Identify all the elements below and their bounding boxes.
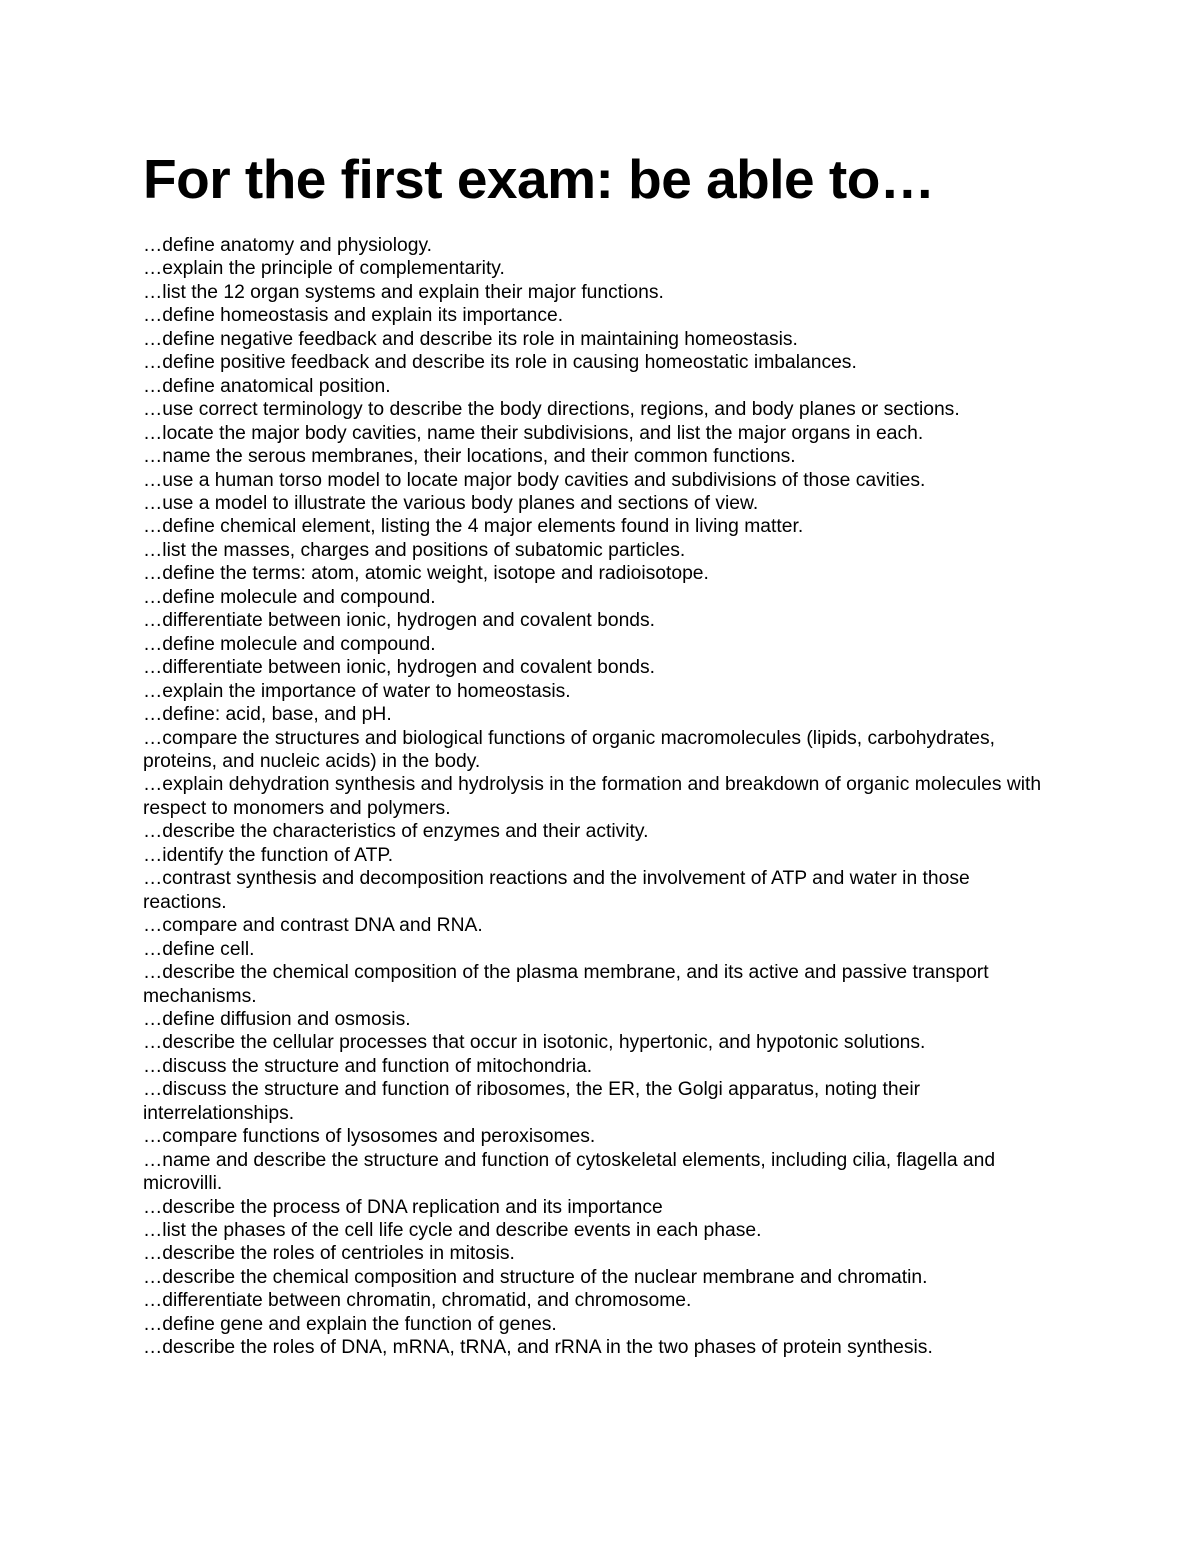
objective-item: …define anatomy and physiology.: [143, 235, 433, 256]
objective-item: …name and describe the structure and function of cytoskeletal elements, including cilia, flagella and microvilli.: [143, 1149, 996, 1195]
objective-item: …compare the structures and biological functions of organic macromolecules (lipids, carbohydrates, proteins, and nucleic acids) in the body.: [143, 727, 995, 772]
objective-item: …compare and contrast DNA and RNA.: [143, 915, 483, 937]
objective-item: …list the phases of the cell life cycle and describe events in each phase.: [143, 1220, 762, 1242]
objective-item: …describe the roles of DNA, mRNA, tRNA, and rRNA in the two phases of protein synthesis.: [143, 1337, 933, 1359]
objective-item: …explain the importance of water to homeostasis.: [143, 680, 571, 702]
objective-item: …discuss the structure and function of mitochondria.: [143, 1055, 593, 1077]
objective-item: …list the masses, charges and positions of subatomic particles.: [143, 539, 686, 561]
objective-item: …define anatomical position.: [143, 375, 391, 397]
objective-item: …define cell.: [143, 938, 255, 960]
objective-item: …define negative feedback and describe its role in maintaining homeostasis.: [143, 328, 798, 350]
objective-item: …discuss the structure and function of ribosomes, the ER, the Golgi apparatus, noting their interrelationships.: [143, 1079, 921, 1124]
objective-item: …define chemical element, listing the 4 major elements found in living matter.: [143, 516, 804, 538]
objective-item: …define diffusion and osmosis.: [143, 1008, 411, 1030]
objective-item: …define positive feedback and describe its role in causing homeostatic imbalances.: [143, 352, 857, 374]
objective-item: …define: acid, base, and pH.: [143, 704, 392, 726]
objective-item: …list the 12 organ systems and explain their major functions.: [143, 281, 664, 303]
objectives-list: [143, 234, 1043, 1360]
objective-item: …identify the function of ATP.: [143, 844, 394, 866]
objective-item: …describe the chemical composition and structure of the nuclear membrane and chromatin.: [143, 1266, 928, 1288]
objective-item: …describe the characteristics of enzymes and their activity.: [143, 821, 649, 843]
objective-item: …use a model to illustrate the various body planes and sections of view.: [143, 492, 759, 514]
objective-item: …describe the cellular processes that occur in isotonic, hypertonic, and hypotonic solutions.: [143, 1032, 926, 1054]
objective-item: …describe the roles of centrioles in mitosis.: [143, 1243, 515, 1265]
objective-item: …differentiate between ionic, hydrogen and covalent bonds.: [143, 610, 656, 632]
page-title: For the first exam: be able to…: [143, 148, 935, 210]
objective-item: …locate the major body cavities, name their subdivisions, and list the major organs in each.: [143, 422, 924, 444]
objective-item: …define molecule and compound.: [143, 633, 436, 655]
objective-item: …name the serous membranes, their locations, and their common functions.: [143, 446, 796, 468]
objective-item: …compare functions of lysosomes and peroxisomes.: [143, 1126, 596, 1148]
objective-item: …define the terms: atom, atomic weight, isotope and radioisotope.: [143, 563, 709, 585]
objective-item: …define gene and explain the function of genes.: [143, 1313, 557, 1335]
objective-item: …describe the chemical composition of the plasma membrane, and its active and passive transport mechanisms.: [143, 962, 989, 1007]
objective-item: …explain dehydration synthesis and hydrolysis in the formation and breakdown of organic molecules with respect to monomers and polymers.: [143, 774, 1042, 819]
objective-item: …differentiate between chromatin, chromatid, and chromosome.: [143, 1290, 692, 1312]
objective-item: …differentiate between ionic, hydrogen and covalent bonds.: [143, 657, 656, 679]
objective-item: …define homeostasis and explain its importance.: [143, 305, 564, 327]
objective-item: …use correct terminology to describe the body directions, regions, and body planes or sections.: [143, 399, 960, 421]
objective-item: …explain the principle of complementarity.: [143, 258, 505, 280]
objective-item: …use a human torso model to locate major body cavities and subdivisions of those cavities.: [143, 469, 926, 491]
objective-item: …describe the process of DNA replication and its importance: [143, 1196, 663, 1218]
objective-item: …contrast synthesis and decomposition reactions and the involvement of ATP and water in those reactions.: [143, 868, 970, 913]
objective-item: …define molecule and compound.: [143, 586, 436, 608]
